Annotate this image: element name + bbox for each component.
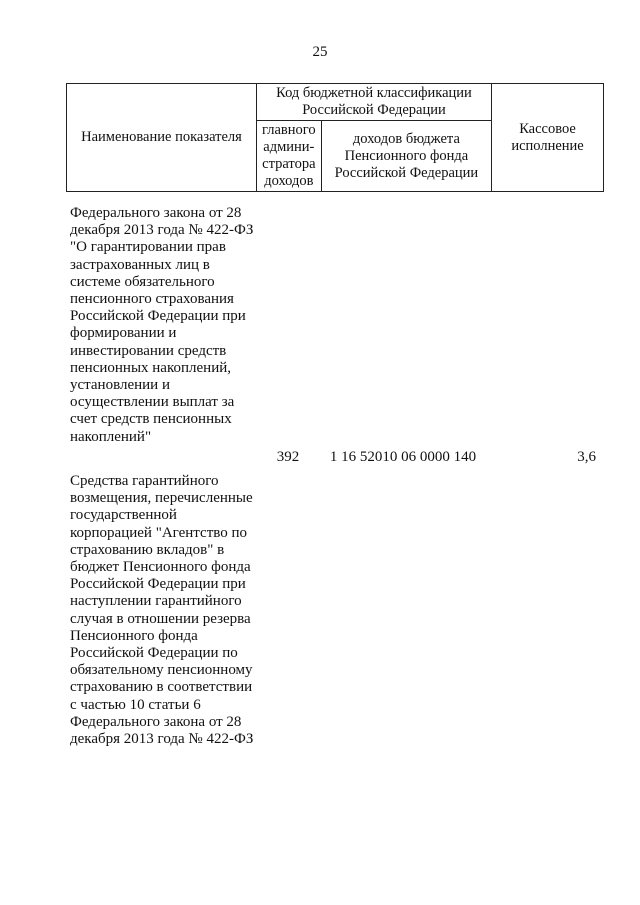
row-1-name: Федерального закона от 28 декабря 2013 года № 422-ФЗ "О гарантировании прав застрахованных лиц в системе обязательного пенсионного страхования Российской Федерации при формировании и инвестировании средств пенсионных накоплений, установлении и осуществлении выплат за счет средств пенсионных накоплений" xyxy=(70,205,254,445)
row-2-name: Средства гарантийного возмещения, перечисленные государственной корпорацией "Агентство по страхованию вкладов" в бюджет Пенсионного фонда Российской Федерации при наступлении гарантийного случая в отношении резерва Пенсионного фонда Российской Федерации по обязательному пенсионному страхованию в соответствии с частью 10 статьи 6 Федерального закона от 28 декабря 2013 года № 422-ФЗ xyxy=(70,473,254,748)
header-name: Наименование показателя xyxy=(67,84,257,192)
header-chief-admin: главного админи-стратора доходов xyxy=(256,121,321,192)
table-header xyxy=(66,83,604,192)
row-1-income-code: 1 16 52010 06 0000 140 xyxy=(329,449,477,465)
page-number: 25 xyxy=(312,44,328,60)
header-budget-code: Код бюджетной классификации Российской Федерации xyxy=(256,84,491,121)
row-1-execution: 3,6 xyxy=(577,449,596,465)
header-execution: Кассовое исполнение xyxy=(492,84,604,192)
header-income: доходов бюджета Пенсионного фонда Российской Федерации xyxy=(321,121,491,192)
row-1-admin-code: 392 xyxy=(276,449,300,465)
